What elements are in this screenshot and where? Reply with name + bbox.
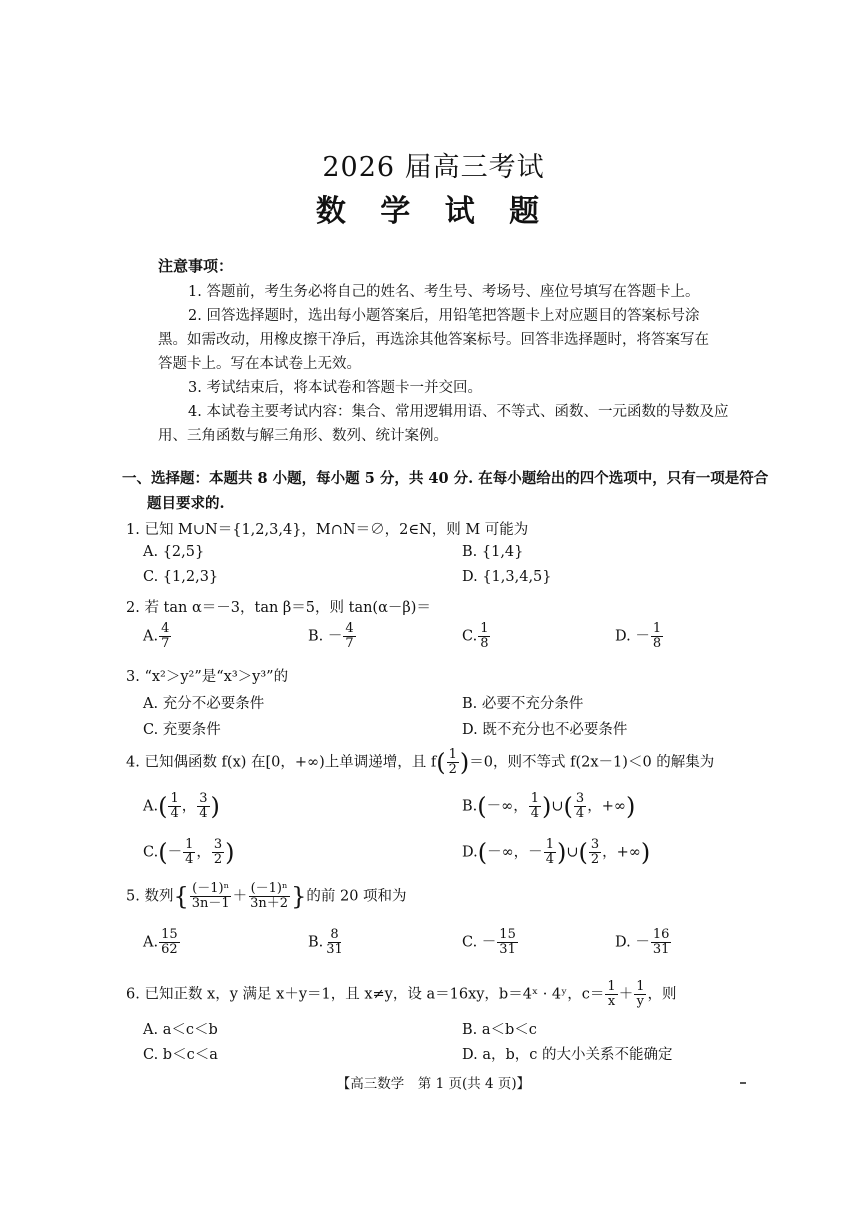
q4-option-c: C.(－ $\frac{1}{4}$ ， $\frac{3}{2}$ ) <box>143 837 235 867</box>
scan-mark <box>740 1082 746 1084</box>
q4-option-b: B.(－∞， $\frac{1}{4}$ )∪( $\frac{3}{4}$ ，+∞) <box>462 791 636 821</box>
page-footer: 【高三数学 第 1 页(共 4 页)】 <box>336 1076 531 1092</box>
q1-option-a: A. {2,5} <box>143 544 205 560</box>
q2-option-d: D. － $\frac{1}{8}$ <box>615 621 662 651</box>
q5-option-a: A. $\frac{15}{62}$ <box>143 927 178 957</box>
notice-heading: 注意事项： <box>158 257 234 275</box>
q2-option-a: A. $\frac{4}{7}$ <box>143 621 170 651</box>
question-5-stem: 5. 数列{ $\frac{\text{(－1)ⁿ}}{3n-1}$ ＋ $\frac{\text{(－1)ⁿ}}{3n+2}$ }的前 20 项和为 <box>126 881 407 911</box>
q2-option-c: C. $\frac{1}{8}$ <box>462 621 489 651</box>
q3-option-b: B. 必要不充分条件 <box>462 696 584 712</box>
question-4-stem: 4. 已知偶函数 f(x) 在[0，+∞)上单调递增，且 f( $\frac{1}{2}$ )＝0，则不等式 f(2x－1)＜0 的解集为 <box>126 747 715 777</box>
notice-item: 2. 回答选择题时，选出每小题答案后，用铅笔把答题卡上对应题目的答案标号涂 <box>188 308 700 324</box>
q3-option-d: D. 既不充分也不必要条件 <box>462 722 628 738</box>
q1-option-b: B. {1,4} <box>462 544 524 560</box>
section-heading: 一、选择题：本题共 8 小题，每小题 5 分，共 40 分. 在每小题给出的四个选项中，只有一项是符合 <box>122 470 769 487</box>
section-heading-cont: 题目要求的. <box>147 495 225 512</box>
notice-item: 黑。如需改动，用橡皮擦干净后，再选涂其他答案标号。回答非选择题时，将答案写在 <box>158 332 709 348</box>
q6-option-b: B. a＜b＜c <box>462 1022 537 1038</box>
q5-option-c: C. － $\frac{15}{31}$ <box>462 927 516 957</box>
q6-option-a: A. a＜c＜b <box>143 1022 218 1038</box>
question-1-stem: 1. 已知 M∪N＝{1,2,3,4}，M∩N＝∅，2∈N，则 M 可能为 <box>126 522 529 538</box>
notice-item: 答题卡上。写在本试卷上无效。 <box>158 356 361 372</box>
q1-option-c: C. {1,2,3} <box>143 569 219 585</box>
q3-option-a: A. 充分不必要条件 <box>143 696 265 712</box>
q6-option-d: D. a，b，c 的大小关系不能确定 <box>462 1047 673 1063</box>
question-3-stem: 3. “x²＞y²”是“x³＞y³”的 <box>126 669 289 685</box>
subject-title: 数 学 试 题 <box>315 194 552 229</box>
q5-option-b: B. $\frac{8}{31}$ <box>308 927 343 957</box>
q4-option-d: D.(－∞，－ $\frac{1}{4}$ )∪( $\frac{3}{2}$ ，+∞) <box>462 837 651 867</box>
question-2-stem: 2. 若 tan α＝－3，tan β＝5，则 tan(α－β)＝ <box>126 600 431 616</box>
notice-item: 1. 答题前，考生务必将自己的姓名、考生号、考场号、座位号填写在答题卡上。 <box>188 284 700 300</box>
exam-title: 2026 届高三考试 <box>322 152 545 183</box>
question-6-stem: 6. 已知正数 x，y 满足 x＋y＝1，且 x≠y，设 a＝16xy，b＝4ˣ · 4ʸ，c＝ $\frac{1}{x}$ ＋ $\frac{1}{y}$ ，则 <box>126 979 677 1009</box>
q3-option-c: C. 充要条件 <box>143 722 221 738</box>
notice-item: 用、三角函数与解三角形、数列、统计案例。 <box>158 428 448 444</box>
q4-option-a: A.( $\frac{1}{4}$ ， $\frac{3}{4}$ ) <box>143 791 220 821</box>
notice-item: 3. 考试结束后，将本试卷和答题卡一并交回。 <box>188 380 482 396</box>
q6-option-c: C. b＜c＜a <box>143 1047 218 1063</box>
q1-option-d: D. {1,3,4,5} <box>462 569 552 585</box>
q2-option-b: B. － $\frac{4}{7}$ <box>308 621 354 651</box>
q5-option-d: D. － $\frac{16}{31}$ <box>615 927 670 957</box>
notice-item: 4. 本试卷主要考试内容：集合、常用逻辑用语、不等式、函数、一元函数的导数及应 <box>188 404 729 420</box>
